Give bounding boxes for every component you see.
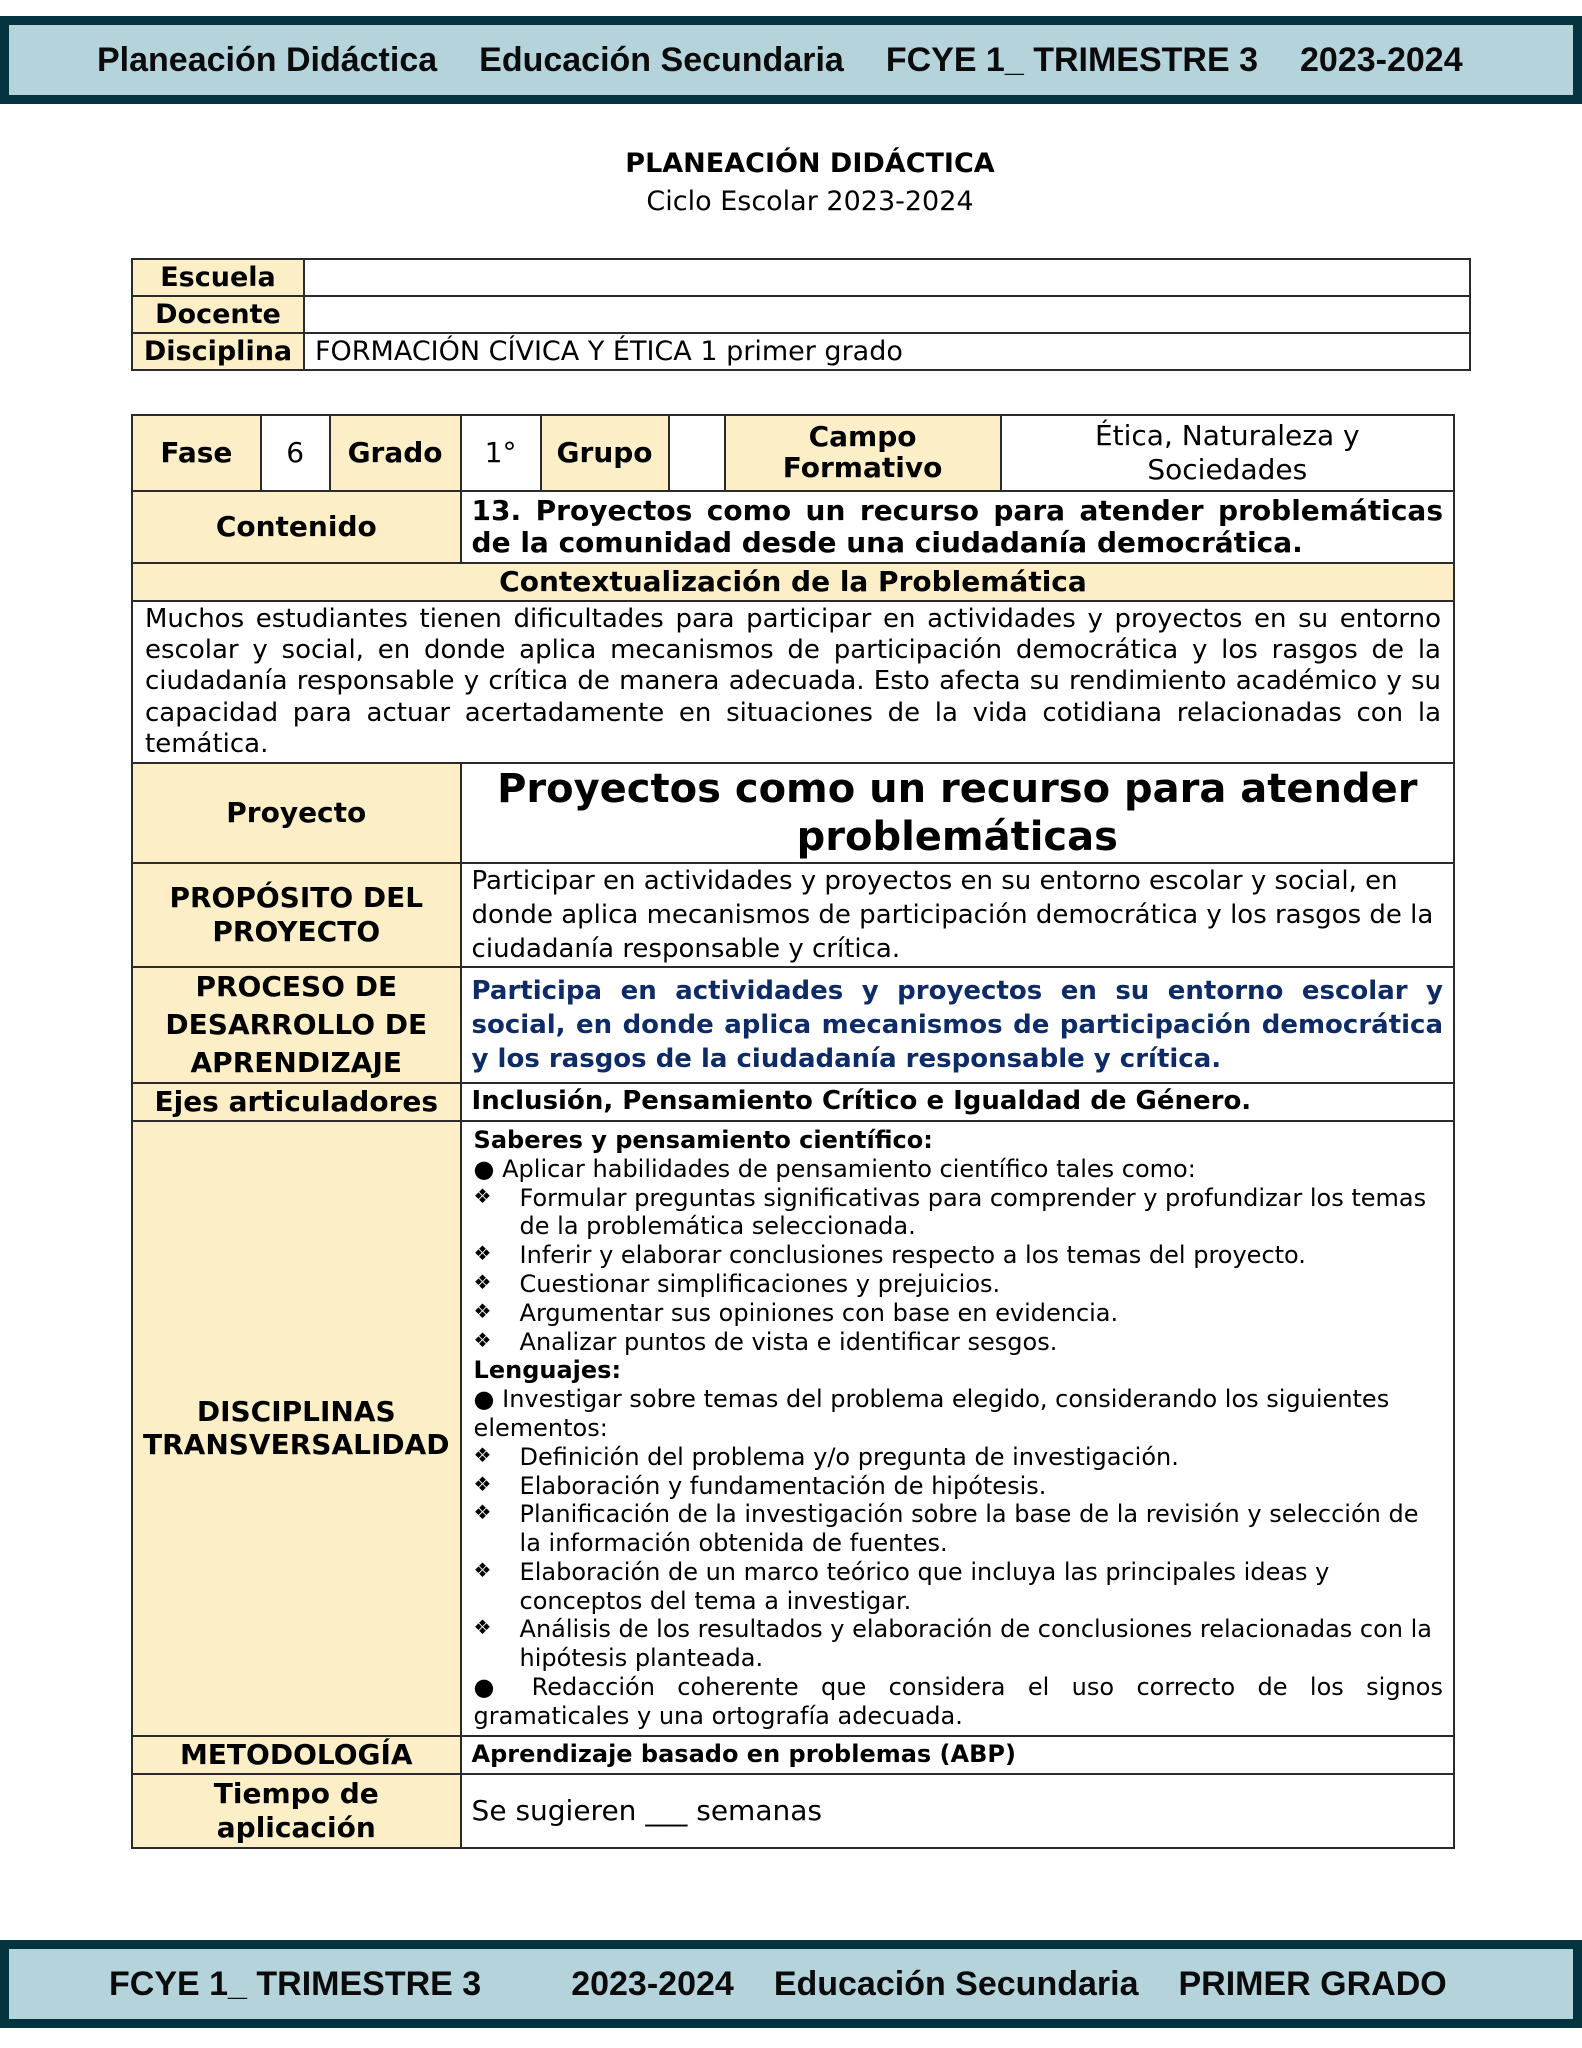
bullet-icon: ● (473, 1385, 495, 1414)
row-docente (132, 296, 1470, 333)
tiempo-label: Tiempo de aplicación (132, 1774, 461, 1848)
saberes-heading: Saberes y pensamiento científico: (473, 1125, 933, 1154)
footer-band-year: 2023-2024 (571, 1964, 734, 2003)
diamond-bullet-icon: ❖ (473, 1615, 492, 1640)
proposito-label: PROPÓSITO DEL PROYECTO (132, 863, 461, 967)
row-escuela (132, 259, 1470, 296)
diamond-bullet-icon: ❖ (473, 1298, 492, 1323)
list-item: ❖ Planificación de la investigación sobre la base de la revisión y selección de la información obtenida de fuentes. (473, 1500, 1419, 1558)
list-item: ❖ Inferir y elaborar conclusiones respecto a los temas del proyecto. (473, 1241, 1306, 1270)
redaccion-bullet: ● Redacción coherente que considera el uso correcto de los signos gramaticales y una ortografía adecuada. (473, 1673, 1443, 1730)
list-item: ❖ Análisis de los resultados y elaboración de conclusiones relacionadas con la hipótesis planteada. (473, 1615, 1433, 1673)
contextualizacion-text: Muchos estudiantes tienen dificultades para participar en actividades y proyectos en su entorno escolar y social, en donde aplica mecanismos de participación democrática y los rasgos de la ciudadanía responsable y crítica de manera adecuada. Esto afecta su rendimiento académico y su capacidad para actuar acertadamente en situaciones de la vida cotidiana relacionadas con la temática. (132, 601, 1454, 763)
header-band-level: Educación Secundaria (479, 40, 844, 79)
row-metodologia (132, 1736, 1454, 1774)
row-tiempo (132, 1774, 1454, 1848)
grupo-label: Grupo (541, 415, 669, 491)
list-item: ❖ Argumentar sus opiniones con base en evidencia. (473, 1298, 1119, 1327)
escuela-field[interactable] (304, 259, 1470, 296)
proceso-label: PROCESO DE DESARROLLO DE APRENDIZAJE (132, 967, 461, 1083)
proyecto-label: Proyecto (132, 763, 461, 863)
lenguajes-heading: Lenguajes: (473, 1356, 622, 1385)
proyecto-title: Proyectos como un recurso para atender problemáticas (461, 763, 1454, 863)
disciplinas-content (461, 1121, 1454, 1736)
row-disciplina (132, 333, 1470, 370)
document-subtitle: Ciclo Escolar 2023-2024 (646, 186, 974, 217)
fase-label: Fase (132, 415, 261, 491)
grado-label: Grado (330, 415, 461, 491)
row-fase (132, 415, 1454, 491)
metodologia-label: METODOLOGÍA (132, 1736, 461, 1774)
contenido-label: Contenido (132, 491, 461, 563)
campo-formativo-label: Campo Formativo (725, 415, 1001, 491)
header-band-year: 2023-2024 (1300, 40, 1463, 79)
diamond-bullet-icon: ❖ (473, 1442, 492, 1467)
diamond-bullet-icon: ❖ (473, 1500, 492, 1525)
fase-value: 6 (261, 415, 330, 491)
proposito-value: Participar en actividades y proyectos en su entorno escolar y social, en donde aplica mecanismos de participación democrática y los rasgos de la ciudadanía responsable y crítica. (461, 863, 1454, 967)
diamond-bullet-icon: ❖ (473, 1327, 492, 1352)
list-item: ❖ Elaboración y fundamentación de hipótesis. (473, 1471, 1047, 1500)
disciplina-value: FORMACIÓN CÍVICA Y ÉTICA 1 primer grado (304, 333, 1470, 370)
row-contextualizacion (132, 601, 1454, 763)
tiempo-value: Se sugieren ___ semanas (461, 1774, 1454, 1848)
contenido-value: 13. Proyectos como un recurso para atender problemáticas de la comunidad desde una ciudadanía democrática. (461, 491, 1454, 563)
planning-table (131, 414, 1455, 1849)
list-item: ❖ Cuestionar simplificaciones y prejuicios. (473, 1269, 1001, 1298)
row-ejes (132, 1083, 1454, 1121)
bullet-icon: ● (473, 1673, 510, 1702)
footer-band (0, 1940, 1582, 2028)
row-contextualizacion-header (132, 563, 1454, 601)
document-title: PLANEACIÓN DIDÁCTICA (625, 148, 995, 179)
escuela-label: Escuela (132, 259, 304, 296)
campo-formativo-value: Ética, Naturaleza y Sociedades (1001, 415, 1454, 491)
ejes-label: Ejes articuladores (132, 1083, 461, 1121)
row-proyecto (132, 763, 1454, 863)
saberes-bullet: ● Aplicar habilidades de pensamiento científico tales como: (473, 1154, 1196, 1183)
ejes-value: Inclusión, Pensamiento Crítico e Igualdad de Género. (461, 1083, 1454, 1121)
contextualizacion-label: Contextualización de la Problemática (132, 563, 1454, 601)
school-info-table (131, 258, 1471, 371)
diamond-bullet-icon: ❖ (473, 1557, 492, 1582)
list-item: ❖ Elaboración de un marco teórico que incluya las principales ideas y conceptos del tema a investigar. (473, 1557, 1330, 1615)
bullet-icon: ● (473, 1154, 495, 1183)
proceso-value: Participa en actividades y proyectos en su entorno escolar y social, en donde aplica mecanismos de participación democrática y los rasgos de la ciudadanía responsable y crítica. (461, 967, 1454, 1083)
disciplinas-label: DISCIPLINAS TRANSVERSALIDAD (132, 1121, 461, 1736)
row-disciplinas (132, 1121, 1454, 1736)
list-item: ❖ Formular preguntas significativas para comprender y profundizar los temas de la problemática seleccionada. (473, 1183, 1427, 1241)
header-band-title: Planeación Didáctica (97, 40, 438, 79)
row-contenido (132, 491, 1454, 563)
list-item: ❖ Definición del problema y/o pregunta de investigación. (473, 1442, 1179, 1471)
footer-band-subject: FCYE 1_ TRIMESTRE 3 (109, 1964, 482, 2003)
row-proceso (132, 967, 1454, 1083)
diamond-bullet-icon: ❖ (473, 1183, 492, 1208)
disciplina-label: Disciplina (132, 333, 304, 370)
grupo-field[interactable] (669, 415, 725, 491)
list-item: ❖ Analizar puntos de vista e identificar sesgos. (473, 1327, 1058, 1356)
grado-value: 1° (461, 415, 541, 491)
lenguajes-bullet: ● Investigar sobre temas del problema elegido, considerando los siguientes elementos: (473, 1385, 1390, 1442)
row-proposito (132, 863, 1454, 967)
header-band-subject: FCYE 1_ TRIMESTRE 3 (885, 40, 1259, 79)
diamond-bullet-icon: ❖ (473, 1471, 492, 1496)
diamond-bullet-icon: ❖ (473, 1241, 492, 1266)
docente-label: Docente (132, 296, 304, 333)
docente-field[interactable] (304, 296, 1470, 333)
header-band (0, 16, 1582, 104)
diamond-bullet-icon: ❖ (473, 1269, 492, 1294)
metodologia-value: Aprendizaje basado en problemas (ABP) (461, 1736, 1454, 1774)
footer-band-level: Educación Secundaria (773, 1964, 1139, 2003)
footer-band-grade: PRIMER GRADO (1178, 1964, 1447, 2003)
